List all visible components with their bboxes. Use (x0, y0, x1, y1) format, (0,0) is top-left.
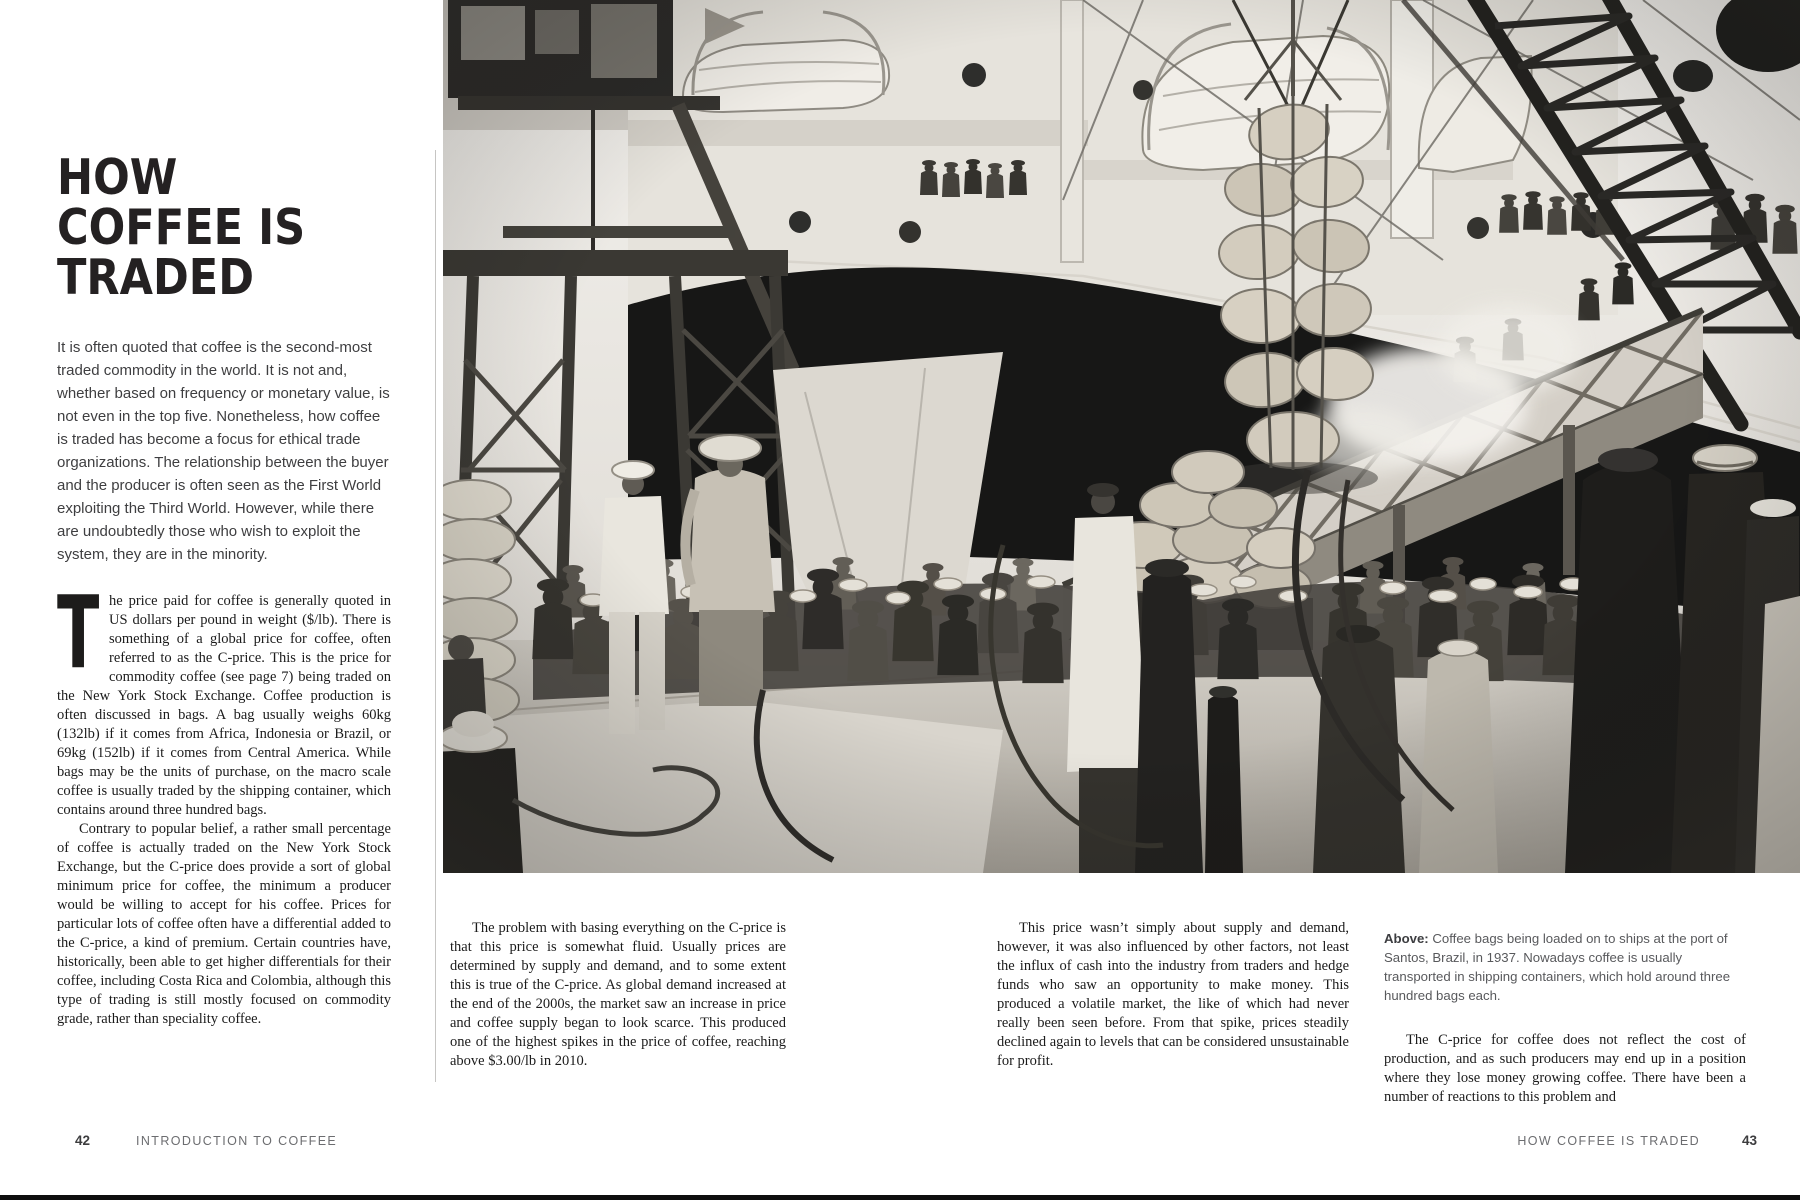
photo-caption-label: Above: (1384, 931, 1429, 947)
page-title (57, 148, 351, 306)
left-page-number: 42 (75, 1133, 91, 1148)
body-paragraph-1: he price paid for coffee is generally quoted in US dollars per pound in weight ($/lb). There is something of a global price for coffee, often referred to as the C-price. This is the price for commodity coffee (see page 7) being traded on the New York Stock Exchange. Coffee production is often discussed in bags. A bag usually weighs 60kg (132lb) if it comes from Africa, Indonesia or Brazil, or 69kg (152lb) if it comes from Central America. While bags may be the units of purchase, on the macro scale coffee is usually traded by the shipping container, which contains around three hundred bags. (57, 592, 391, 818)
body-text-block (57, 573, 391, 1029)
photo-vignette (443, 0, 1800, 873)
intro-paragraph: It is often quoted that coffee is the second-most traded commodity in the world. It is not and, whether based on frequency or monetary value, is not even in the top five. Nonetheless, how coffee is traded has become a focus for ethical trade organizations. The relationship between the buyer and the producer is often seen as the First World exploiting the Third World. However, while there are undoubtedly those who wish to exploit the system, they are in the minority. (57, 338, 390, 563)
page-title-line: TRADED (57, 248, 255, 306)
right-page-number: 43 (1741, 1133, 1757, 1148)
column-divider-rule (435, 150, 436, 1082)
right-running-head: HOW COFFEE IS TRADED (1517, 1134, 1700, 1148)
left-running-head: INTRODUCTION TO COFFEE (136, 1134, 338, 1148)
bottom-column-1 (450, 919, 786, 1071)
body-paragraph-2: Contrary to popular belief, a rather small percentage of coffee is actually traded on the New York Stock Exchange, but the C-price does provide a sort of global minimum price for coffee, the minimum a producer would be willing to accept for his coffee. Prices for particular lots of coffee often have a differential added to the C-price, a kind of premium. Certain countries have, historically, been able to get higher differentials for their coffee, including Costa Rica and Colombia, although this type of trading is still mostly focused on commodity grade, rather than speciality coffee. (57, 820, 391, 1027)
dock-photo-illustration (443, 0, 1800, 873)
page-bottom-edge (0, 1195, 1800, 1200)
bottom-column-2 (997, 919, 1349, 1071)
left-column (57, 120, 391, 1029)
bottom-column-3 (1384, 917, 1746, 1107)
page-title-line: HOW (57, 148, 178, 206)
drop-cap: T (57, 573, 100, 691)
photo-caption-text: Coffee bags being loaded on to ships at the port of Santos, Brazil, in 1937. Nowadays coffee is usually transported in shipping containers, which hold around three hundred bags each. (1384, 931, 1731, 1003)
column-3-paragraph: The C-price for coffee does not reflect the cost of production, and as such producers may end up in a position where they lose money growing coffee. There have been a number of reactions to this problem and (1384, 1032, 1746, 1106)
column-1-paragraph: The problem with basing everything on the C-price is that this price is somewhat fluid. Usually prices are determined by supply and demand, and to some extent this is true of the C-price. As global demand increased at the end of the 2000s, the market saw an increase in price and coffee supply began to look scarce. This produced one of the highest spikes in the price of coffee, reaching above $3.00/lb in 2010. (450, 920, 786, 1069)
dock-photo (443, 0, 1800, 873)
column-2-paragraph: This price wasn’t simply about supply and demand, however, it was also influenced by other factors, not least the influx of cash into the industry from traders and hedge funds who saw an opportunity to make money. This produced a volatile market, the like of which had never really been seen before. From that spike, prices steadily declined again to levels that can be considered unsustainable for profit. (997, 920, 1349, 1069)
photo-caption (1384, 930, 1746, 1005)
page-title-line: COFFEE IS (57, 198, 306, 256)
